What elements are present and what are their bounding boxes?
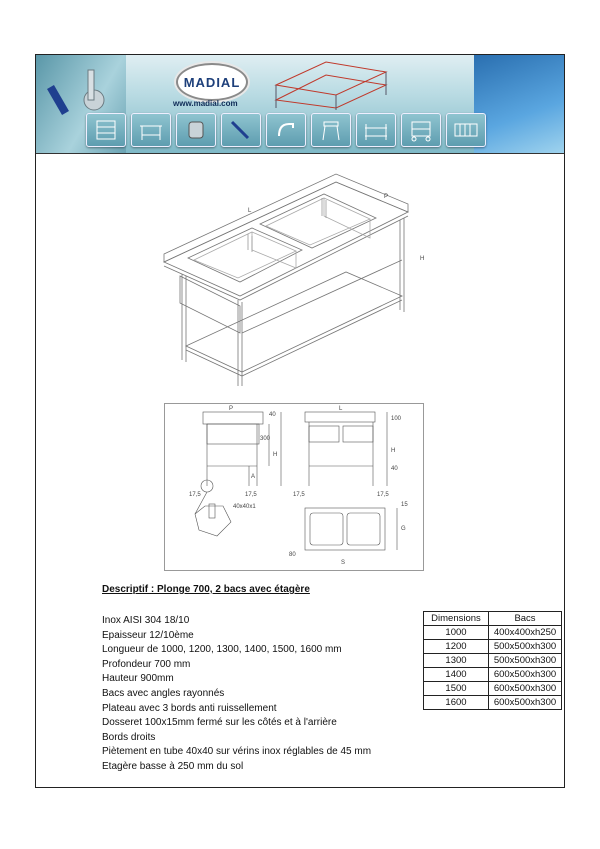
cell-dimension: 1300 (424, 654, 489, 668)
dim-17-5-a: 17,5 (189, 492, 201, 498)
table-row (424, 696, 562, 710)
technical-drawings-svg (165, 404, 423, 570)
cell-bacs: 600x500xh300 (489, 696, 562, 710)
dim-17-5-c: 17,5 (293, 492, 305, 498)
thumb-faucet[interactable] (266, 113, 306, 147)
table-icon (136, 118, 166, 142)
table-row (424, 682, 562, 696)
tool-icon (226, 118, 256, 142)
dim-15: 15 (401, 502, 408, 508)
spec-item: Hauteur 900mm (102, 673, 174, 685)
cell-dimension: 1200 (424, 640, 489, 654)
cell-dimension: 1600 (424, 696, 489, 710)
dim-l: L (339, 406, 343, 412)
trolley-icon (406, 118, 436, 142)
dim-40: 40 (269, 412, 276, 418)
dim-300: 300 (260, 436, 271, 442)
tech-dimension-labels (189, 406, 408, 566)
thumb-shelf-unit[interactable] (356, 113, 396, 147)
dim-label-h: H (420, 256, 425, 262)
header-banner (36, 55, 564, 154)
dim-80: 80 (289, 552, 296, 558)
category-thumbnails (86, 113, 486, 147)
cell-bacs: 600x500xh300 (489, 668, 562, 682)
thumb-rack[interactable] (446, 113, 486, 147)
description-title: Descriptif : Plonge 700, 2 bacs avec étagère (102, 584, 310, 595)
table-row (424, 668, 562, 682)
brand-url[interactable]: www.madial.com (173, 99, 238, 108)
table-row (424, 626, 562, 640)
rack-icon (451, 118, 481, 142)
spec-item: Dosseret 100x15mm fermé sur les côtés et à l'arrière (102, 717, 337, 729)
spec-item: Plateau avec 3 bords anti ruissellement (102, 702, 277, 714)
thumb-table[interactable] (131, 113, 171, 147)
table-row (424, 640, 562, 654)
cell-dimension: 1000 (424, 626, 489, 640)
shelf-icon (91, 118, 121, 142)
header-dimensions: Dimensions (424, 612, 489, 626)
faucet-icon (271, 118, 301, 142)
dim-100: 100 (391, 416, 402, 422)
stool-icon (316, 118, 346, 142)
thumb-shelf[interactable] (86, 113, 126, 147)
table-header-row (424, 612, 562, 626)
spec-item: Longueur de 1000, 1200, 1300, 1400, 1500, 1600 mm (102, 644, 342, 656)
shelving-illustration-icon (266, 60, 396, 110)
cell-bacs: 500x500xh300 (489, 654, 562, 668)
dimensions-table (423, 611, 562, 710)
cell-dimension: 1500 (424, 682, 489, 696)
brand-logo[interactable]: MADIAL (176, 63, 248, 101)
dim-17-5-b: 17,5 (245, 492, 257, 498)
spec-list (102, 614, 371, 775)
header-bacs: Bacs (489, 612, 562, 626)
thumb-stool[interactable] (311, 113, 351, 147)
sink-3d-drawing (150, 168, 440, 388)
spec-item: Etagère basse à 250 mm du sol (102, 760, 244, 772)
banner-right-image (474, 55, 564, 153)
dim-40b: 40 (391, 466, 398, 472)
spec-item: Bacs avec angles rayonnés (102, 687, 225, 699)
table-row (424, 654, 562, 668)
spec-item: Bords droits (102, 731, 156, 743)
dim-h: H (273, 452, 278, 458)
dim-g: G (401, 526, 406, 532)
thumb-sink[interactable] (176, 113, 216, 147)
spec-item: Inox AISI 304 18/10 (102, 615, 190, 626)
spec-item: Epaisseur 12/10ème (102, 629, 194, 641)
cell-dimension: 1400 (424, 668, 489, 682)
dim-label-l: L (248, 208, 252, 214)
sink-icon (181, 118, 211, 142)
dim-label-p: P (384, 194, 389, 200)
spec-item: Profondeur 700 mm (102, 658, 191, 670)
cell-bacs: 600x500xh300 (489, 682, 562, 696)
dim-tube: 40x40x1 (233, 504, 256, 510)
thumb-tool[interactable] (221, 113, 261, 147)
shelf-unit-icon (361, 118, 391, 142)
spec-item: Piètement en tube 40x40 sur vérins inox réglables de 45 mm (102, 746, 372, 758)
cell-bacs: 500x500xh300 (489, 640, 562, 654)
cell-bacs: 400x400xh250 (489, 626, 562, 640)
dim-17-5-d: 17,5 (377, 492, 389, 498)
dim-p: P (229, 406, 234, 412)
technical-drawings (164, 403, 424, 571)
dim-a: A (251, 474, 256, 480)
dim-s: S (341, 560, 346, 566)
dim-h2: H (391, 448, 396, 454)
thumb-trolley[interactable] (401, 113, 441, 147)
